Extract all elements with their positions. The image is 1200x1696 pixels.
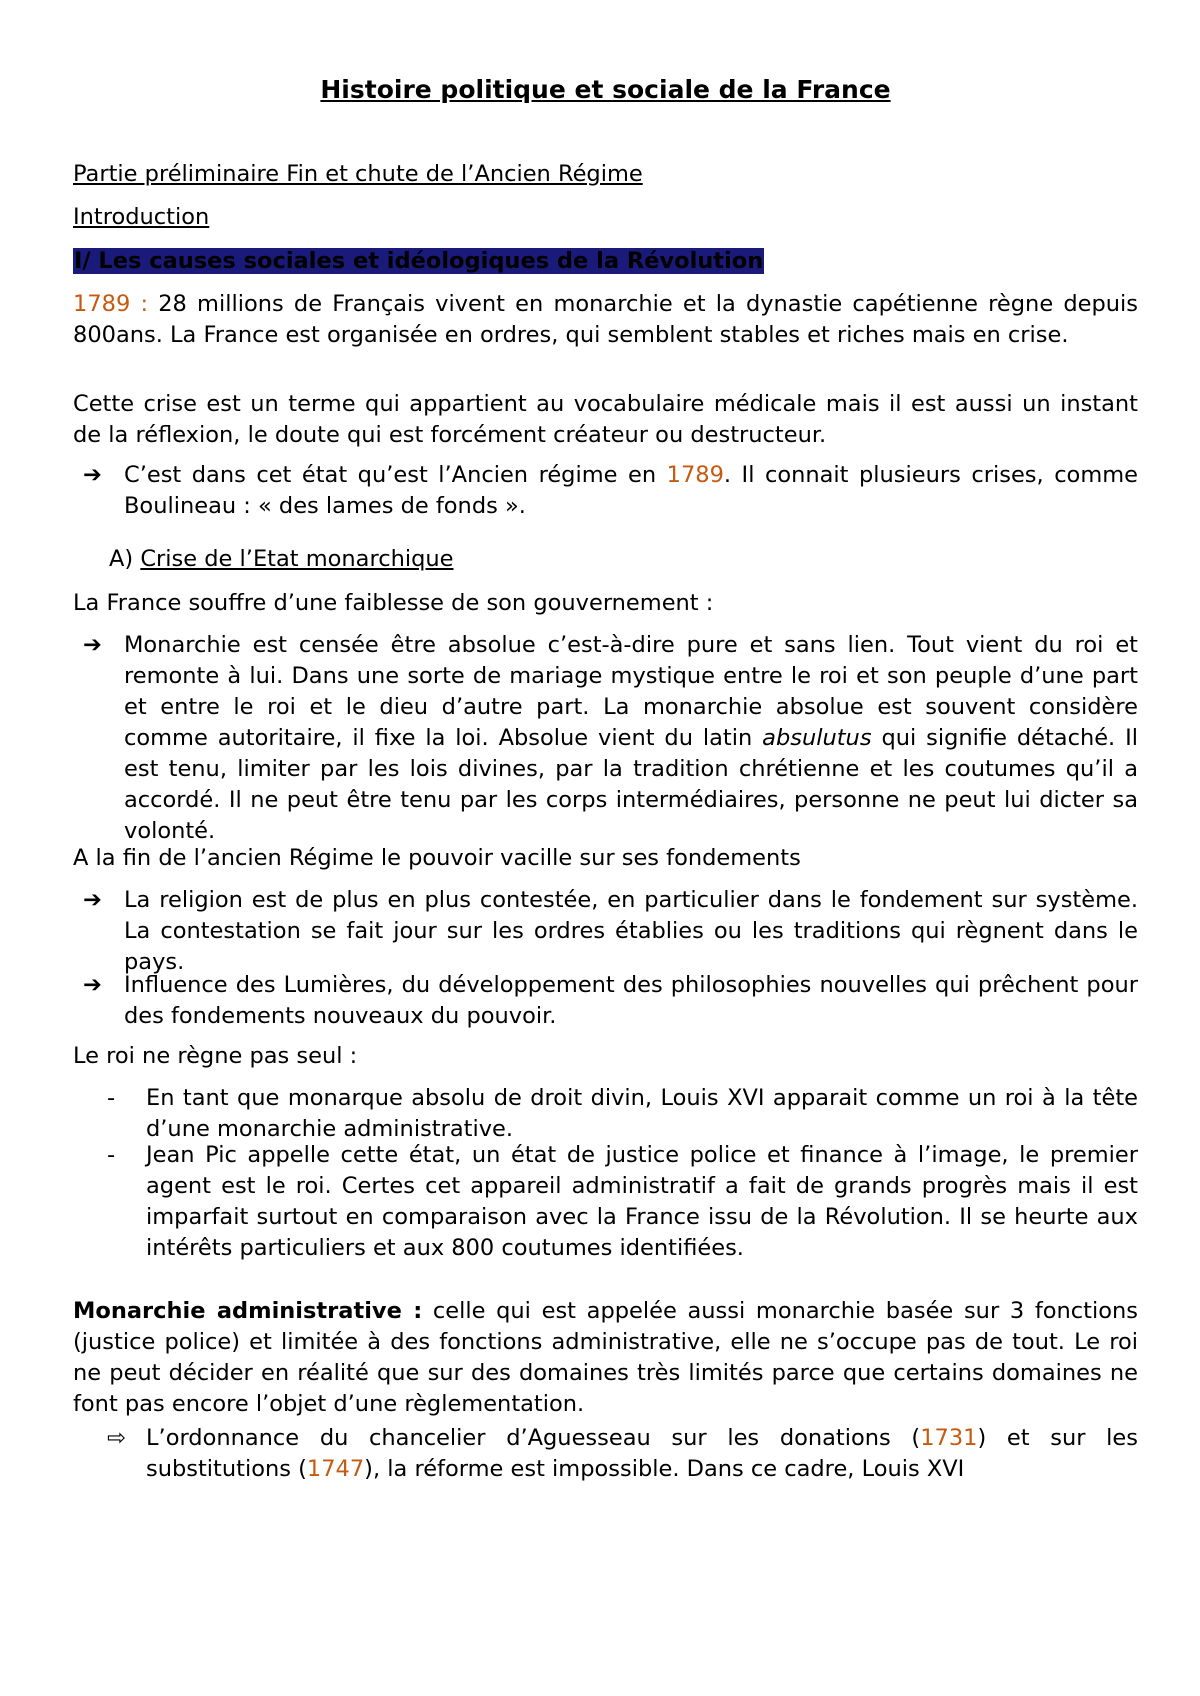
bullet-monarchie-absolue [73, 630, 1138, 847]
hollow-arrow-icon: ⇨ [107, 1425, 126, 1451]
paragraph-1789-text: 28 millions de Français vivent en monarchie et la dynastie capétienne règne depuis 800ans. La France est organisée en ordres, qui semblent stables et riches mais en crise. [73, 291, 1138, 348]
year-1731: 1731 [920, 1425, 978, 1451]
year-1789: 1789 : [73, 291, 149, 317]
dash-louis-xvi [73, 1083, 1138, 1145]
definition-text: celle qui est appelée aussi monarchie basée sur 3 fonctions (justice police) et limitée à des fonctions administrative, elle ne s’occupe pas de tout. Le roi ne peut décider en réalité que sur des domaines très limités parce que certains domaines ne font pas encore l’objet d’une règlementation. [73, 1298, 1139, 1417]
latin-term: absulutus [762, 725, 872, 751]
dash-marker: - [107, 1142, 116, 1168]
term-monarchie-administrative: Monarchie administrative : [73, 1298, 423, 1324]
subheading-a [109, 544, 454, 575]
bullet-text: Influence des Lumières, du développement des philosophies nouvelles qui prêchent pour des fondements nouveaux du pouvoir. [124, 972, 1138, 1029]
dash-marker: - [107, 1085, 116, 1111]
dash-text: En tant que monarque absolu de droit divin, Louis XVI apparait comme un roi à la tête d’une monarchie administrative. [146, 1085, 1138, 1142]
bullet-aguesseau [73, 1423, 1138, 1485]
introduction-heading: Introduction [73, 204, 210, 230]
paragraph-crise: Cette crise est un terme qui appartient au vocabulaire médicale mais il est aussi un instant de la réflexion, le doute qui est forcément créateur ou destructeur. [73, 391, 1138, 448]
bullet-lumieres [73, 970, 1138, 1032]
bullet-religion [73, 885, 1138, 978]
paragraph-roi-seul: Le roi ne règne pas seul : [73, 1043, 358, 1069]
year-1789-inline: 1789 [666, 462, 724, 488]
dash-text: Jean Pic appelle cette état, un état de justice police et finance à l’image, le premier agent est le roi. Certes cet appareil administratif a fait de grands progrès mais il est imparfait surtout en comparaison avec la France issu de la Révolution. Il se heurte aux intérêts particuliers et aux 800 coutumes identifiées. [146, 1142, 1138, 1261]
bullet-text: L’ordonnance du chancelier d’Aguesseau sur les donations (1731) et sur les substitutions (1747), la réforme est impossible. Dans ce cadre, Louis XVI [146, 1425, 1138, 1482]
arrow-icon: ➔ [83, 972, 102, 998]
bullet-text: C’est dans cet état qu’est l’Ancien régime en 1789. Il connait plusieurs crises, comme Boulineau : « des lames de fonds ». [124, 462, 1139, 519]
dash-jean-pic [73, 1140, 1138, 1264]
bullet-text: La religion est de plus en plus contestée, en particulier dans le fondement sur système. La contestation se fait jour sur les ordres établies ou les traditions qui règnent dans le pays. [124, 887, 1138, 975]
subheading-label: Crise de l’Etat monarchique [140, 546, 454, 572]
section-heading-text: I/ Les causes sociales et idéologiques de la Révolution [74, 248, 764, 274]
year-1747: 1747 [306, 1456, 365, 1482]
arrow-icon: ➔ [83, 632, 102, 658]
section-heading [73, 246, 764, 277]
subheading-letter: A) [109, 546, 134, 572]
part-heading: Partie préliminaire Fin et chute de l’Ancien Régime [73, 161, 643, 187]
arrow-icon: ➔ [83, 887, 102, 913]
paragraph-fin-ancien-regime: A la fin de l’ancien Régime le pouvoir vacille sur ses fondements [73, 845, 801, 871]
paragraph-1789 [73, 289, 1138, 351]
bullet-text: Monarchie est censée être absolue c’est-à-dire pure et sans lien. Tout vient du roi et remonte à lui. Dans une sorte de mariage mystique entre le roi et son peuple d’une part et entre le roi et le dieu d’autre part. La monarchie absolue est souvent considère comme autoritaire, il fixe la loi. Absolue vient du latin absulutus qui signifie détaché. Il est tenu, limiter par les lois divines, par la tradition chrétienne et les coutumes qu’il a accordé. Il ne peut être tenu par les corps intermédiaires, personne ne peut lui dicter sa volonté. [124, 632, 1139, 844]
paragraph-faiblesse: La France souffre d’une faiblesse de son gouvernement : [73, 590, 714, 616]
arrow-icon: ➔ [83, 462, 102, 488]
paragraph-monarchie-administrative [73, 1296, 1138, 1420]
bullet-ancien-regime [73, 460, 1138, 522]
document-title: Histoire politique et sociale de la France [320, 75, 891, 104]
